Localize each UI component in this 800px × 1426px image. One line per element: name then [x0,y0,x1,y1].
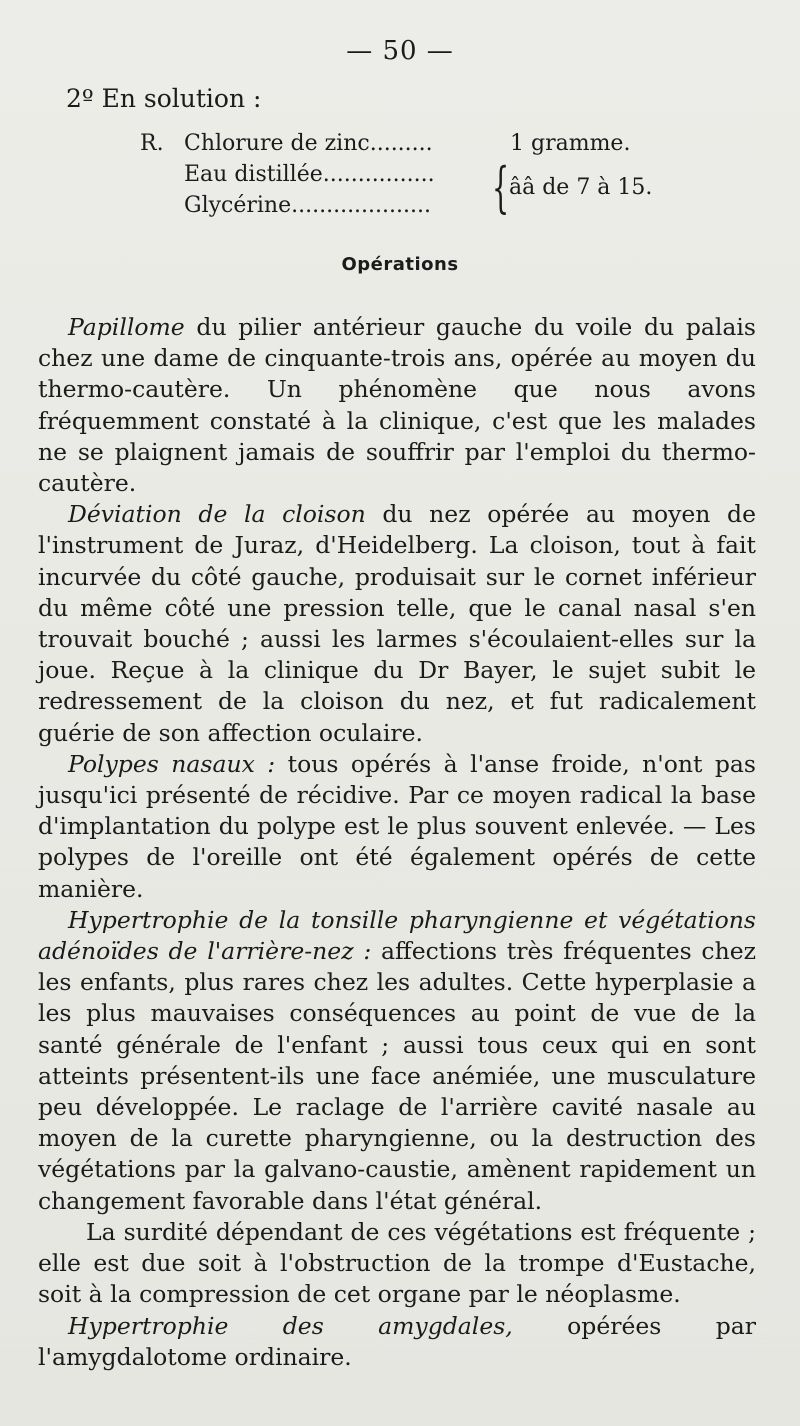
paragraph-text: opérées par l'amygdalotome ordinaire. [38,1311,757,1371]
page-number: — 50 — [346,36,454,66]
paragraph [38,749,756,905]
paragraph-text: affections très fréquentes chez les enfants, plus rares chez les adultes. Cette hyperplasie a les plus mauvaises conséquences au point de vue de la santé générale de l'enfant ; aussi tous ceux qui en sont atteints présentent-ils une face anémiée, une musculature peu développée. Le raclage de l'arrière cavité nasale au moyen de la curette pharyngienne, ou la destruction des végétations par la galvano-caustie, amènent rapidement un changement favorable dans l'état général. [38,937,756,1215]
paragraph [38,1311,756,1373]
paragraph-text: du pilier antérieur gauche du voile du palais chez une dame de cinquante-trois ans, opérée au moyen du thermo-cautère. Un phénomène que nous avons fréquemment constaté à la clinique, c'est que les malades ne se plaignent jamais de souffrir par l'emploi du thermo-cautère. [38,313,756,498]
recipe-item-qty: 1 gramme. [510,131,631,156]
paragraph-label: Polypes nasaux : [68,749,276,778]
recipe-mark: R. [140,131,164,156]
paragraph-label: Hypertrophie de la tonsille pharyngienne et végétations adénoïdes de l'arrière-nez : [38,905,756,966]
recipe-item-name: Eau distillée................ [184,162,435,187]
recipe-shared-qty: ââ de 7 à 15. [509,175,653,200]
paragraph-text: tous opérés à l'anse froide, n'ont pas jusqu'ici présenté de récidive. Par ce moyen radical la base d'implantation du polype est le plus souvent enlevée. — Les polypes de l'oreille ont été également opérés de cette manière. [38,749,756,903]
paragraph [38,312,756,499]
paragraph-label: Déviation de la cloison [68,500,366,529]
recipe-item-name: Glycérine.................... [184,193,431,218]
operations-heading: Opérations [341,254,459,275]
curly-brace-icon: { [492,156,510,219]
section-heading: 2º En solution : [66,84,262,113]
paragraph [38,905,756,1217]
recipe-row [140,128,700,159]
paragraph-label: Papillome [68,313,185,341]
paragraph-text: La surdité dépendant de ces végétations est fréquente ; elle est due soit à l'obstruction de la trompe d'Eustache, soit à la compression de cet organe par le néoplasme. [38,1217,756,1309]
recipe-item-name: Chlorure de zinc......... [184,131,433,156]
paragraph-text: du nez opérée au moyen de l'instrument de Juraz, d'Heidelberg. La cloison, tout à fait incurvée du côté gauche, produisait sur le cornet inférieur du même côté une pression telle, que le canal nasal s'en trouvait bouché ; aussi les larmes s'écoulaient-elles sur la joue. Reçue à la clinique du Dr Bayer, le sujet subit le redressement de la cloison du nez, et fut radicalement guérie de son affection oculaire. [38,500,756,747]
paragraph [38,499,756,749]
body-text [38,312,756,1373]
paragraph [38,1217,756,1311]
paragraph-label: Hypertrophie des amygdales, [68,1311,513,1340]
recipe-block [140,128,700,221]
